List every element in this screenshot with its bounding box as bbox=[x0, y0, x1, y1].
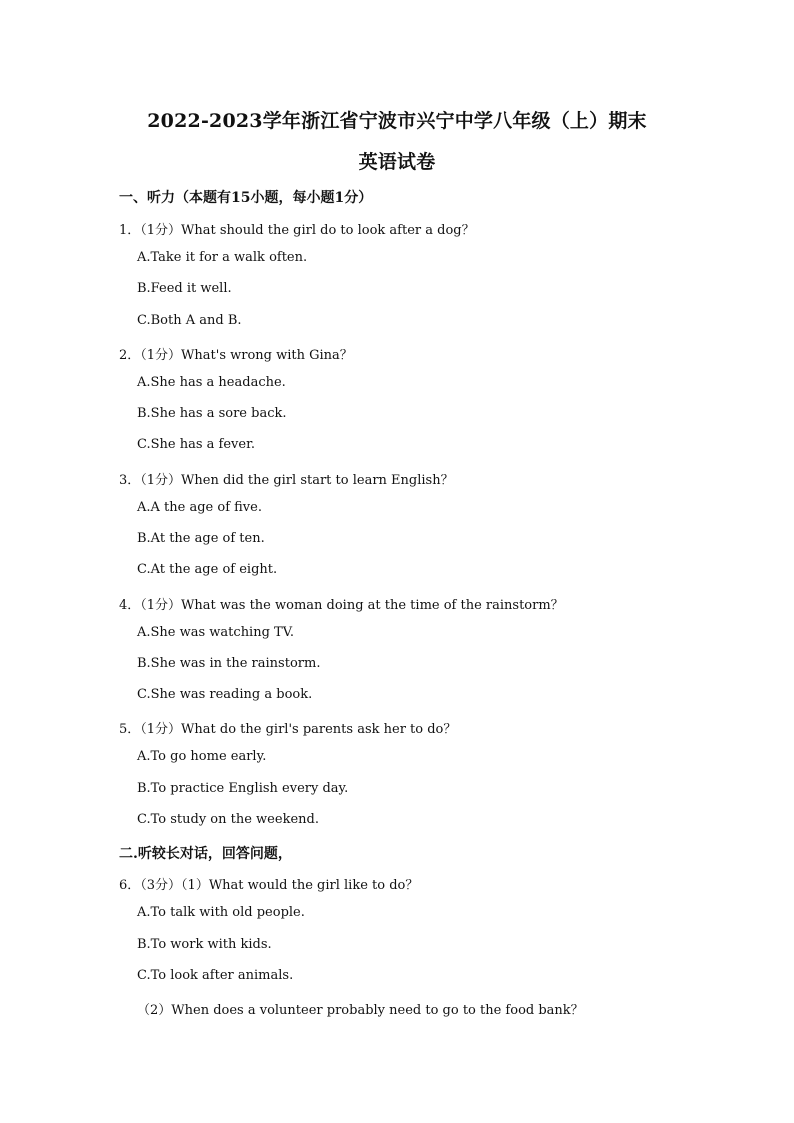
question-3-option-c: C.At the age of eight. bbox=[137, 562, 278, 577]
exam-title-line2: 英语试卷 bbox=[358, 151, 436, 173]
question-1-stem: 1．（1分）What should the girl do to look after a dog？ bbox=[119, 223, 475, 238]
question-2-option-b: B.She has a sore back. bbox=[137, 406, 287, 421]
section-heading-listening: 一、听力（本题有15小题，每小题1分） bbox=[119, 190, 373, 206]
question-5-option-c: C.To study on the weekend. bbox=[137, 812, 319, 827]
question-5-option-b: B.To practice English every day. bbox=[137, 781, 349, 796]
exam-title-line1: 2022-2023学年浙江省宁波市兴宁中学八年级（上）期末 bbox=[147, 110, 647, 132]
question-3-option-a: A.A the age of five. bbox=[137, 500, 262, 515]
question-4-option-b: B.She was in the rainstorm. bbox=[137, 656, 321, 671]
question-4-stem: 4．（1分）What was the woman doing at the time of the rainstorm？ bbox=[119, 598, 564, 613]
question-6-option-c: C.To look after animals. bbox=[137, 968, 294, 983]
question-3-option-b: B.At the age of ten. bbox=[137, 531, 265, 546]
question-1-option-b: B.Feed it well. bbox=[137, 281, 232, 296]
question-6-option-a: A.To talk with old people. bbox=[137, 905, 305, 920]
question-4-option-a: A.She was watching TV. bbox=[137, 625, 294, 640]
question-2-stem: 2．（1分）What's wrong with Gina？ bbox=[119, 348, 353, 363]
question-1-option-c: C.Both A and B. bbox=[137, 313, 242, 328]
question-6-stem: 6．（3分）（1）What would the girl like to do？ bbox=[119, 878, 419, 893]
question-6-option-b: B.To work with kids. bbox=[137, 937, 272, 952]
question-6-sub-question-2: （2）When does a volunteer probably need to go to the food bank？ bbox=[137, 1003, 584, 1018]
section-heading-long-dialogue: 二.听较长对话，回答问题， bbox=[119, 846, 292, 862]
question-5-stem: 5．（1分）What do the girl's parents ask her to do？ bbox=[119, 722, 457, 737]
question-2-option-a: A.She has a headache. bbox=[137, 375, 286, 390]
question-2-option-c: C.She has a fever. bbox=[137, 437, 255, 452]
question-4-option-c: C.She was reading a book. bbox=[137, 687, 313, 702]
question-3-stem: 3．（1分）When did the girl start to learn English？ bbox=[119, 473, 454, 488]
question-5-option-a: A.To go home early. bbox=[137, 749, 267, 764]
question-1-option-a: A.Take it for a walk often. bbox=[137, 250, 308, 265]
